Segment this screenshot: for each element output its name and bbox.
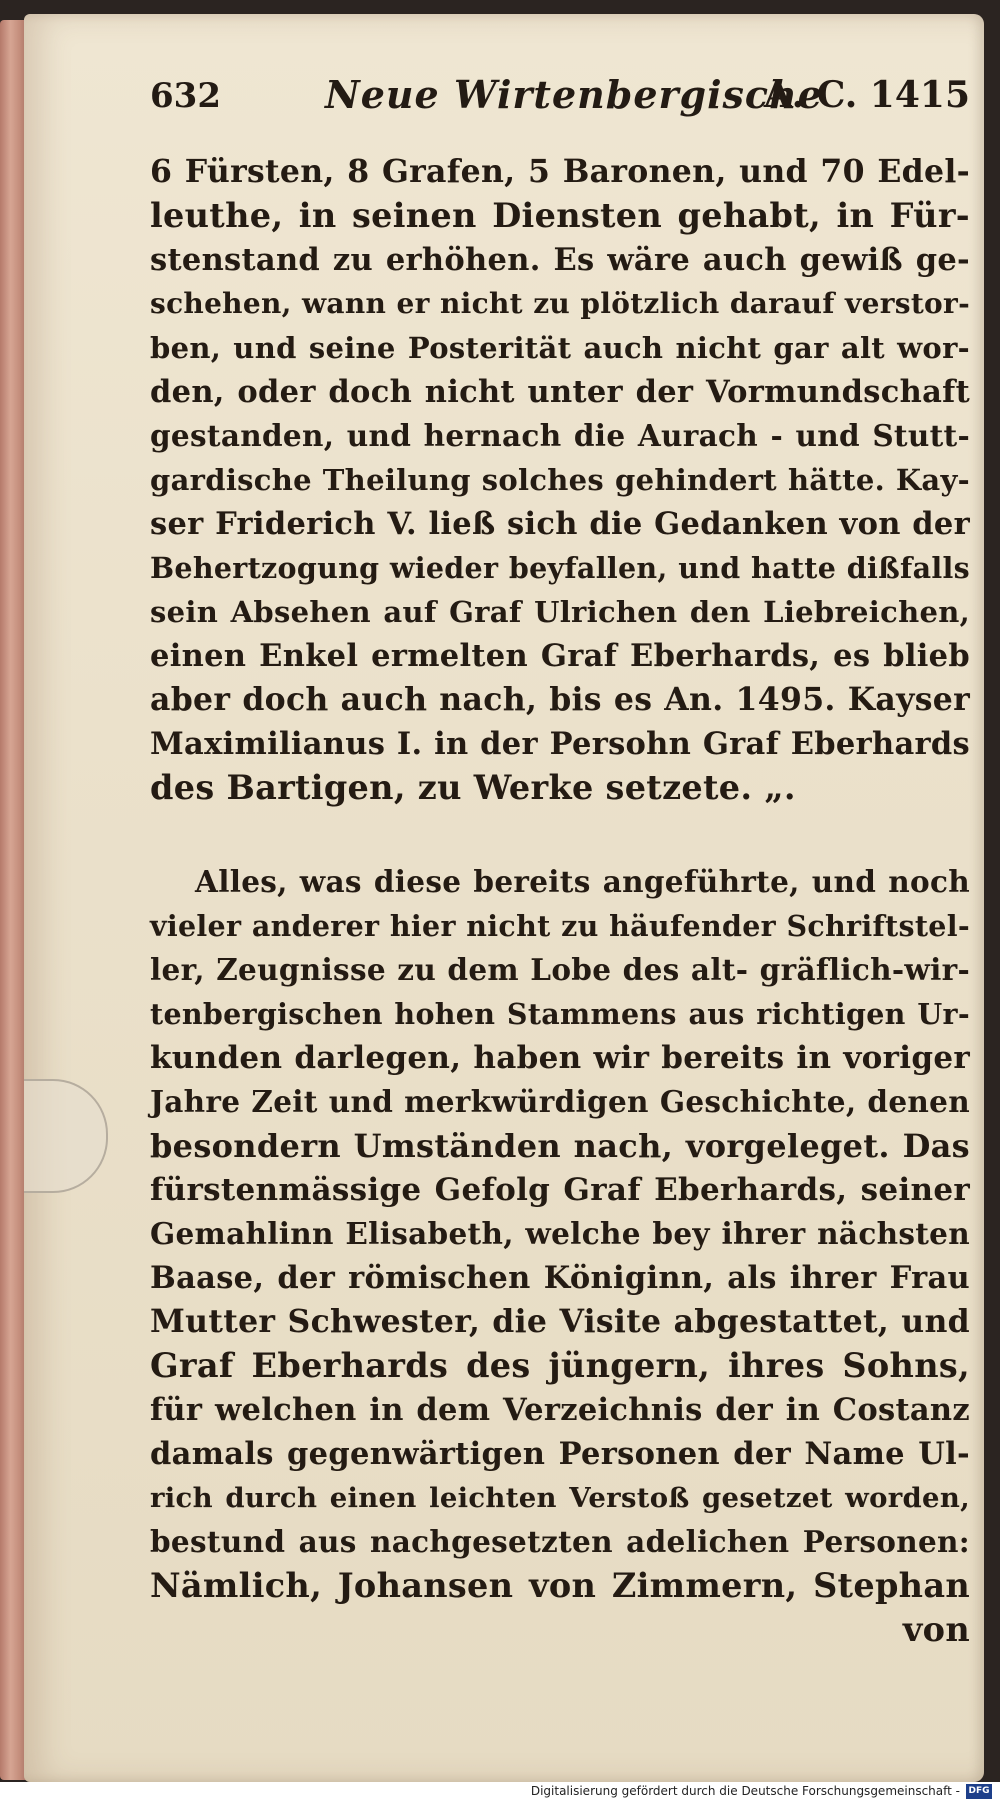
text-line: für welchen in dem Verzeichnis der in Costanz: [150, 1392, 970, 1428]
text-line: Mutter Schwester, die Visite abgestattet, und: [150, 1303, 970, 1340]
text-line: tenbergischen hohen Stammens aus richtigen Ur-: [150, 997, 970, 1031]
text-line: gardische Theilung solches gehindert hätte. Kay-: [150, 463, 970, 497]
text-line: stenstand zu erhöhen. Es wäre auch gewiß ge-: [150, 242, 970, 278]
text-line: schehen, wann er nicht zu plötzlich darauf verstor-: [150, 287, 970, 320]
text-line: den, oder doch nicht unter der Vormundschaft: [150, 374, 970, 410]
text-line: damals gegenwärtigen Personen der Name Ul-: [150, 1436, 970, 1472]
text-line: gestanden, und hernach die Aurach - und Stutt-: [150, 418, 970, 453]
digitization-footer: [0, 1782, 1000, 1803]
page-clip: [24, 1079, 108, 1193]
text-line: aber doch auch nach, bis es An. 1495. Kayser: [150, 681, 970, 718]
text-line: bestund aus nachgesetzten adelichen Personen:: [150, 1524, 970, 1559]
text-line: Behertzogung wieder beyfallen, und hatte dißfalls: [150, 551, 970, 585]
text-line: ser Friderich V. ließ sich die Gedanken von der: [150, 506, 970, 542]
text-line: kunden darlegen, haben wir bereits in voriger: [150, 1040, 970, 1076]
text-line: besondern Umständen nach, vorgeleget. Das: [150, 1127, 970, 1165]
catchword: von: [902, 1610, 970, 1649]
text-line: vieler anderer hier nicht zu häufender Schriftstel-: [150, 909, 970, 943]
text-line: Graf Eberhards des jüngern, ihres Sohns,: [150, 1346, 970, 1385]
paragraph-1: [150, 150, 970, 810]
text-line: 6 Fürsten, 8 Grafen, 5 Baronen, und 70 Edel-: [150, 153, 970, 190]
text-line: ben, und seine Posterität auch nicht gar alt wor-: [150, 331, 970, 365]
text-line: des Bartigen, zu Werke setzete. „.: [150, 768, 796, 807]
page-number: 632: [150, 76, 221, 116]
year-mark: A. C. 1415: [763, 74, 970, 116]
text-line: Gemahlinn Elisabeth, welche bey ihrer nächsten: [150, 1216, 970, 1251]
text-line: sein Absehen auf Graf Ulrichen den Liebreichen,: [150, 595, 970, 629]
text-line: Jahre Zeit und merkwürdigen Geschichte, denen: [150, 1084, 970, 1119]
text-line: leuthe, in seinen Diensten gehabt, in Für-: [150, 196, 970, 235]
page-header: [150, 72, 970, 122]
text-line: Nämlich, Johansen von Zimmern, Stephan: [150, 1566, 970, 1605]
text-line: Maximilianus I. in der Persohn Graf Eberhards: [150, 726, 970, 762]
running-title: Neue Wirtenbergische: [325, 72, 823, 117]
footer-credit: Digitalisierung gefördert durch die Deutsche Forschungsgemeinschaft -: [530, 1784, 960, 1798]
paragraph-2: [150, 860, 970, 1652]
text-line: einen Enkel ermelten Graf Eberhards, es blieb: [150, 638, 970, 674]
text-line: Alles, was diese bereits angeführte, und noch: [195, 864, 970, 899]
text-line: rich durch einen leichten Verstoß gesetzet worden,: [150, 1482, 970, 1514]
text-line: Baase, der römischen Königinn, als ihrer Frau: [150, 1260, 970, 1296]
text-line: fürstenmässige Gefolg Graf Eberhards, seiner: [150, 1172, 970, 1208]
text-line: ler, Zeugnisse zu dem Lobe des alt- gräflich-wir-: [150, 952, 970, 987]
dfg-logo: DFG: [966, 1784, 992, 1799]
